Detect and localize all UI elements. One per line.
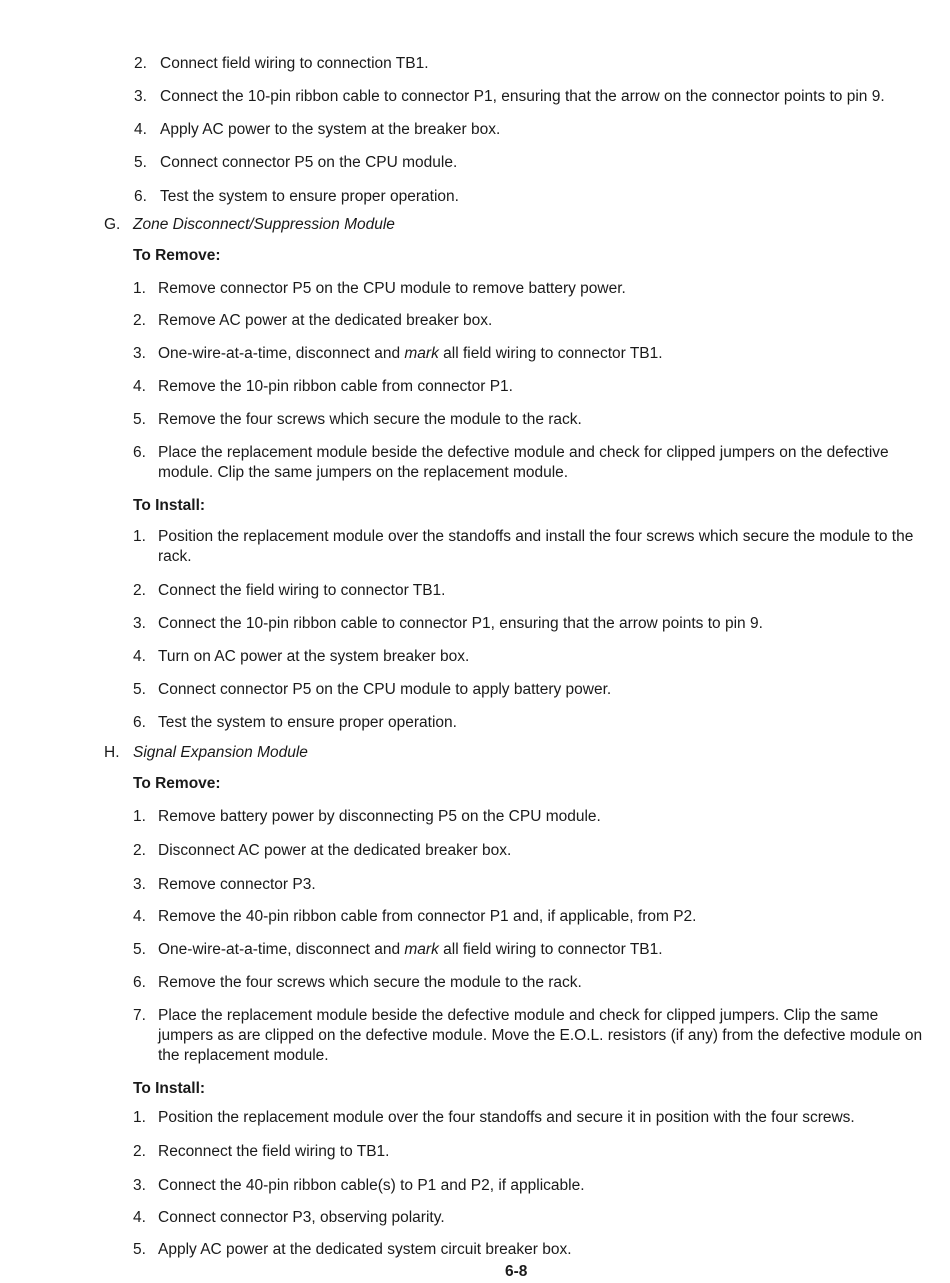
step-text: Test the system to ensure proper operation. [160,188,459,205]
step-text: Connect the field wiring to connector TB1. [158,582,446,599]
step-text: Connect field wiring to connection TB1. [160,55,429,72]
page-number: 6-8 [505,1263,528,1280]
step-number: 1. [133,528,146,545]
step-number: 2. [134,55,147,72]
step-text: Turn on AC power at the system breaker box. [158,648,470,665]
step-number: 6. [133,444,146,461]
step-number: 4. [134,121,147,138]
step-text: Place the replacement module beside the defective module and check for clipped jumpers on the defective module. Clip the same jumpers on the replacement module. [158,444,889,481]
step-number: 3. [134,88,147,105]
step-text [158,940,663,960]
step-text: Remove AC power at the dedicated breaker box. [158,312,493,329]
section-title: Zone Disconnect/Suppression Module [133,216,395,233]
step-number: 6. [133,714,146,731]
step-text: Place the replacement module beside the defective module and check for clipped jumpers. Clip the same jumpers as are clipped on the defective module. Move the E.O.L. resistors (if any) from the defective module on the replacement module. [158,1007,923,1064]
step-number: 1. [133,1109,146,1126]
step-text-part: all field wiring to connector TB1. [438,941,663,958]
to-remove-heading: To Remove: [133,247,221,264]
step-number: 4. [133,908,146,925]
step-number: 5. [134,154,147,171]
step-text: Disconnect AC power at the dedicated breaker box. [158,842,512,859]
step-text-part: One-wire-at-a-time, disconnect and [158,941,405,958]
to-install-heading: To Install: [133,1080,206,1097]
step-number: 2. [133,312,146,329]
step-number: 7. [133,1007,146,1024]
step-number: 5. [133,411,146,428]
step-number: 2. [133,842,146,859]
step-text: Apply AC power at the dedicated system circuit breaker box. [158,1241,572,1258]
step-number: 5. [133,681,146,698]
step-number: 2. [133,582,146,599]
step-number: 4. [133,1209,146,1226]
step-number: 6. [134,188,147,205]
step-number: 3. [133,345,146,362]
step-number: 1. [133,808,146,825]
step-text-part: all field wiring to connector TB1. [438,345,663,362]
step-text: Connect connector P5 on the CPU module. [160,154,458,171]
step-number: 5. [133,941,146,958]
step-number: 6. [133,974,146,991]
step-number: 5. [133,1241,146,1258]
step-text: Position the replacement module over the four standoffs and secure it in position with the four screws. [158,1109,855,1126]
section-title: Signal Expansion Module [133,744,308,761]
step-text: Remove the 40-pin ribbon cable from connector P1 and, if applicable, from P2. [158,908,697,925]
step-text: Remove the 10-pin ribbon cable from connector P1. [158,378,513,395]
step-text: Position the replacement module over the standoffs and install the four screws which secure the module to the rack. [158,528,914,565]
step-number: 3. [133,1177,146,1194]
step-text: Reconnect the field wiring to TB1. [158,1143,390,1160]
step-text: Remove the four screws which secure the module to the rack. [158,974,582,991]
section-letter: H. [104,744,120,761]
step-text: Connect the 10-pin ribbon cable to connector P1, ensuring that the arrow on the connector points to pin 9. [160,88,885,105]
emphasized-word: mark [404,941,439,958]
step-number: 4. [133,648,146,665]
to-remove-heading: To Remove: [133,775,221,792]
step-text: Test the system to ensure proper operation. [158,714,457,731]
step-text: Remove battery power by disconnecting P5 on the CPU module. [158,808,601,825]
emphasized-word: mark [404,345,439,362]
step-text: Connect connector P3, observing polarity. [158,1209,445,1226]
step-text [158,344,663,364]
step-text: Connect connector P5 on the CPU module to apply battery power. [158,681,612,698]
step-text: Remove connector P5 on the CPU module to remove battery power. [158,280,626,297]
step-text: Remove the four screws which secure the module to the rack. [158,411,582,428]
step-text: Apply AC power to the system at the breaker box. [160,121,501,138]
step-text: Remove connector P3. [158,876,316,893]
to-install-heading: To Install: [133,497,206,514]
step-text-part: One-wire-at-a-time, disconnect and [158,345,405,362]
step-text: Connect the 40-pin ribbon cable(s) to P1 and P2, if applicable. [158,1177,585,1194]
step-text: Connect the 10-pin ribbon cable to connector P1, ensuring that the arrow points to pin 9. [158,615,763,632]
step-number: 3. [133,876,146,893]
step-number: 4. [133,378,146,395]
step-number: 2. [133,1143,146,1160]
section-letter: G. [104,216,121,233]
step-number: 3. [133,615,146,632]
step-number: 1. [133,280,146,297]
